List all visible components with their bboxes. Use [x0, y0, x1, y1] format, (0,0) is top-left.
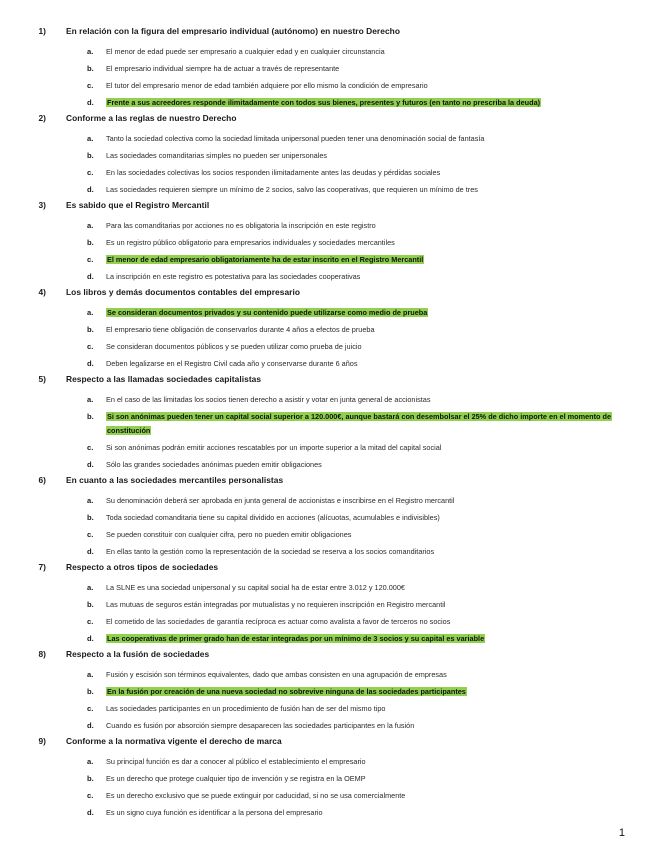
- question-heading: [0, 26, 655, 41]
- question-number: 8): [38, 649, 46, 659]
- option-text: Si son anónimas podrán emitir acciones rescatables por un importe superior a la mitad del capital social: [106, 443, 442, 452]
- answer-option-d: [0, 270, 655, 284]
- answer-option-b: [0, 236, 655, 250]
- option-text-wrapper: [106, 528, 614, 542]
- option-text: Toda sociedad comanditaria tiene su capital dividido en acciones (alícuotas, acumulables e indivisibles): [106, 513, 440, 522]
- option-text: Tanto la sociedad colectiva como la sociedad limitada unipersonal pueden tener una denominación social de fantasía: [106, 134, 485, 143]
- option-text: Su principal función es dar a conocer al público el establecimiento el empresario: [106, 757, 366, 766]
- option-text: En las sociedades colectivas los socios responden ilimitadamente antes las deudas y pérdidas sociales: [106, 168, 441, 177]
- question-text: En relación con la figura del empresario individual (autónomo) en nuestro Derecho: [66, 26, 400, 36]
- option-text: El menor de edad puede ser empresario a cualquier edad y en cualquier circunstancia: [106, 47, 385, 56]
- answer-option-d: [0, 632, 655, 646]
- question-heading: [0, 287, 655, 302]
- option-text-wrapper: [106, 441, 614, 455]
- option-text-wrapper: [106, 458, 614, 472]
- option-text-wrapper: [106, 96, 614, 110]
- answer-option-d: [0, 96, 655, 110]
- answer-option-b: [0, 410, 655, 438]
- question-number: 1): [38, 26, 46, 36]
- question-text: Respecto a otros tipos de sociedades: [66, 562, 219, 572]
- answer-option-a: [0, 132, 655, 146]
- option-text: En el caso de las limitadas los socios tienen derecho a asistir y votar en junta general de accionistas: [106, 395, 431, 404]
- option-text-wrapper: [106, 494, 614, 508]
- option-letter: c.: [87, 342, 94, 351]
- option-text-wrapper: [106, 357, 614, 371]
- question-9: [0, 736, 655, 820]
- answer-option-d: [0, 183, 655, 197]
- question-text: Respecto a la fusión de sociedades: [66, 649, 210, 659]
- option-text: Su denominación deberá ser aprobada en junta general de accionistas e inscribirse en el Registro mercantil: [106, 496, 455, 505]
- option-letter: a.: [87, 757, 94, 766]
- option-letter: b.: [87, 412, 94, 421]
- option-text-wrapper: [106, 719, 614, 733]
- question-1: [0, 26, 655, 110]
- question-number: 2): [38, 113, 46, 123]
- question-text: Los libros y demás documentos contables del empresario: [66, 287, 301, 297]
- correct-answer-highlight: El menor de edad empresario obligatoriamente ha de estar inscrito en el Registro Mercantil: [107, 255, 424, 264]
- answer-option-a: [0, 219, 655, 233]
- answer-option-a: [0, 668, 655, 682]
- question-4: [0, 287, 655, 371]
- option-letter: a.: [87, 308, 94, 317]
- option-text-wrapper: [106, 772, 614, 786]
- option-text: La inscripción en este registro es potestativa para las sociedades cooperativas: [106, 272, 361, 281]
- answer-option-b: [0, 149, 655, 163]
- option-text-wrapper: [106, 410, 614, 438]
- option-letter: d.: [87, 460, 94, 469]
- option-text-wrapper: [106, 702, 614, 716]
- correct-answer-highlight: Se consideran documentos privados y su contenido puede utilizarse como medio de prueba: [107, 308, 428, 317]
- option-text-wrapper: [106, 132, 614, 146]
- question-number: 6): [38, 475, 46, 485]
- option-text: La SLNE es una sociedad unipersonal y su capital social ha de estar entre 3.012 y 120.000€: [106, 583, 405, 592]
- option-text-wrapper: [106, 149, 614, 163]
- question-8: [0, 649, 655, 733]
- page-number: 1: [618, 827, 625, 839]
- answer-option-a: [0, 306, 655, 320]
- correct-answer-highlight: Frente a sus acreedores responde ilimitadamente con todos sus bienes, presentes y futuros (en tanto no prescriba la deuda): [107, 98, 541, 107]
- answer-option-d: [0, 458, 655, 472]
- answer-option-d: [0, 806, 655, 820]
- option-text-wrapper: [106, 219, 614, 233]
- option-text-wrapper: [106, 62, 614, 76]
- answer-option-c: [0, 253, 655, 267]
- answer-option-a: [0, 581, 655, 595]
- option-text: Es un derecho exclusivo que se puede extinguir por caducidad, si no se usa comercialmente: [106, 791, 406, 800]
- option-text: Es un registro público obligatorio para empresarios individuales y sociedades mercantiles: [106, 238, 395, 247]
- answer-option-d: [0, 719, 655, 733]
- option-text-wrapper: [106, 340, 614, 354]
- option-text: Las sociedades comanditarias simples no pueden ser unipersonales: [106, 151, 328, 160]
- option-text: Las mutuas de seguros están integradas por mutualistas y no requieren inscripción en Registro mercantil: [106, 600, 446, 609]
- option-letter: c.: [87, 704, 94, 713]
- question-text: Conforme a la normativa vigente el derecho de marca: [66, 736, 282, 746]
- option-text: El tutor del empresario menor de edad también adquiere por ello mismo la condición de empresario: [106, 81, 428, 90]
- question-heading: [0, 562, 655, 577]
- option-text-wrapper: [106, 183, 614, 197]
- answer-option-c: [0, 702, 655, 716]
- option-text-wrapper: [106, 236, 614, 250]
- question-heading: [0, 475, 655, 490]
- option-letter: a.: [87, 134, 94, 143]
- option-letter: c.: [87, 617, 94, 626]
- option-letter: d.: [87, 272, 94, 281]
- answer-option-b: [0, 62, 655, 76]
- option-letter: a.: [87, 583, 94, 592]
- option-text-wrapper: [106, 632, 614, 646]
- option-letter: b.: [87, 600, 94, 609]
- answer-option-c: [0, 441, 655, 455]
- option-letter: c.: [87, 168, 94, 177]
- option-text: Es un signo cuya función es identificar a la persona del empresario: [106, 808, 323, 817]
- answer-option-d: [0, 545, 655, 559]
- question-5: [0, 374, 655, 472]
- option-text: Sólo las grandes sociedades anónimas pueden emitir obligaciones: [106, 460, 322, 469]
- option-letter: d.: [87, 808, 94, 817]
- option-text: Se pueden constituir con cualquier cifra, pero no pueden emitir obligaciones: [106, 530, 352, 539]
- correct-answer-highlight: Las cooperativas de primer grado han de estar integradas por un mínimo de 3 socios y su capital es variable: [107, 634, 485, 643]
- option-letter: b.: [87, 687, 94, 696]
- option-text-wrapper: [106, 45, 614, 59]
- option-letter: d.: [87, 634, 94, 643]
- option-text-wrapper: [106, 581, 614, 595]
- answer-option-b: [0, 323, 655, 337]
- option-text: Para las comanditarias por acciones no es obligatoria la inscripción en este registro: [106, 221, 376, 230]
- answer-option-a: [0, 45, 655, 59]
- option-text-wrapper: [106, 685, 614, 699]
- option-text: El empresario individual siempre ha de actuar a través de representante: [106, 64, 340, 73]
- option-letter: c.: [87, 255, 94, 264]
- option-letter: b.: [87, 64, 94, 73]
- question-text: Es sabido que el Registro Mercantil: [66, 200, 210, 210]
- exam-document: [0, 26, 655, 823]
- answer-option-c: [0, 340, 655, 354]
- answer-option-d: [0, 357, 655, 371]
- option-letter: d.: [87, 721, 94, 730]
- question-7: [0, 562, 655, 646]
- question-number: 5): [38, 374, 46, 384]
- option-text: En ellas tanto la gestión como la representación de la sociedad se reserva a los socios comanditarios: [106, 547, 435, 556]
- question-text: Conforme a las reglas de nuestro Derecho: [66, 113, 237, 123]
- option-letter: b.: [87, 151, 94, 160]
- answer-option-c: [0, 166, 655, 180]
- option-letter: a.: [87, 496, 94, 505]
- option-letter: c.: [87, 530, 94, 539]
- option-text: Fusión y escisión son términos equivalentes, dado que ambas consisten en una agrupación de empresas: [106, 670, 447, 679]
- option-letter: c.: [87, 443, 94, 452]
- option-letter: b.: [87, 325, 94, 334]
- option-text: Deben legalizarse en el Registro Civil cada año y conservarse durante 6 años: [106, 359, 358, 368]
- option-letter: a.: [87, 395, 94, 404]
- answer-option-c: [0, 789, 655, 803]
- option-text-wrapper: [106, 545, 614, 559]
- option-letter: a.: [87, 221, 94, 230]
- option-text-wrapper: [106, 615, 614, 629]
- answer-option-b: [0, 511, 655, 525]
- question-text: Respecto a las llamadas sociedades capitalistas: [66, 374, 262, 384]
- question-text: En cuanto a las sociedades mercantiles personalistas: [66, 475, 284, 485]
- correct-answer-highlight: En la fusión por creación de una nueva sociedad no sobrevive ninguna de las sociedades participantes: [107, 687, 466, 696]
- question-3: [0, 200, 655, 284]
- answer-option-b: [0, 685, 655, 699]
- question-number: 3): [38, 200, 46, 210]
- question-heading: [0, 113, 655, 128]
- question-heading: [0, 200, 655, 215]
- option-text: Se consideran documentos públicos y se pueden utilizar como prueba de juicio: [106, 342, 362, 351]
- answer-option-a: [0, 755, 655, 769]
- option-text-wrapper: [106, 598, 614, 612]
- question-heading: [0, 649, 655, 664]
- option-text-wrapper: [106, 806, 614, 820]
- option-letter: b.: [87, 774, 94, 783]
- answer-option-b: [0, 598, 655, 612]
- option-text: Las sociedades requieren siempre un mínimo de 2 socios, salvo las cooperativas, que requieren un mínimo de tres: [106, 185, 478, 194]
- question-heading: [0, 736, 655, 751]
- option-text-wrapper: [106, 789, 614, 803]
- question-6: [0, 475, 655, 559]
- option-letter: b.: [87, 513, 94, 522]
- option-text-wrapper: [106, 393, 614, 407]
- question-number: 9): [38, 736, 46, 746]
- option-text: Cuando es fusión por absorción siempre desaparecen las sociedades participantes en la fusión: [106, 721, 415, 730]
- option-text-wrapper: [106, 323, 614, 337]
- option-text-wrapper: [106, 166, 614, 180]
- option-text: Las sociedades participantes en un procedimiento de fusión han de ser del mismo tipo: [106, 704, 386, 713]
- option-letter: d.: [87, 547, 94, 556]
- option-letter: d.: [87, 185, 94, 194]
- question-number: 7): [38, 562, 46, 572]
- correct-answer-highlight: Si son anónimas pueden tener un capital social superior a 120.000€, aunque bastará con desembolsar el 25% de dicho importe en el momento de constitución: [107, 412, 612, 435]
- option-text-wrapper: [106, 270, 614, 284]
- answer-option-a: [0, 494, 655, 508]
- option-letter: c.: [87, 791, 94, 800]
- option-letter: a.: [87, 47, 94, 56]
- option-text: El empresario tiene obligación de conservarlos durante 4 años a efectos de prueba: [106, 325, 375, 334]
- question-2: [0, 113, 655, 197]
- question-number: 4): [38, 287, 46, 297]
- question-heading: [0, 374, 655, 389]
- option-text: El cometido de las sociedades de garantía recíproca es actuar como avalista a favor de terceros no socios: [106, 617, 451, 626]
- answer-option-a: [0, 393, 655, 407]
- option-letter: b.: [87, 238, 94, 247]
- answer-option-b: [0, 772, 655, 786]
- option-text-wrapper: [106, 306, 614, 320]
- option-text-wrapper: [106, 511, 614, 525]
- answer-option-c: [0, 615, 655, 629]
- option-letter: d.: [87, 98, 94, 107]
- answer-option-c: [0, 79, 655, 93]
- option-text-wrapper: [106, 755, 614, 769]
- option-letter: a.: [87, 670, 94, 679]
- option-letter: c.: [87, 81, 94, 90]
- option-letter: d.: [87, 359, 94, 368]
- answer-option-c: [0, 528, 655, 542]
- option-text-wrapper: [106, 79, 614, 93]
- option-text: Es un derecho que protege cualquier tipo de invención y se registra en la OEMP: [106, 774, 366, 783]
- option-text-wrapper: [106, 253, 614, 267]
- option-text-wrapper: [106, 668, 614, 682]
